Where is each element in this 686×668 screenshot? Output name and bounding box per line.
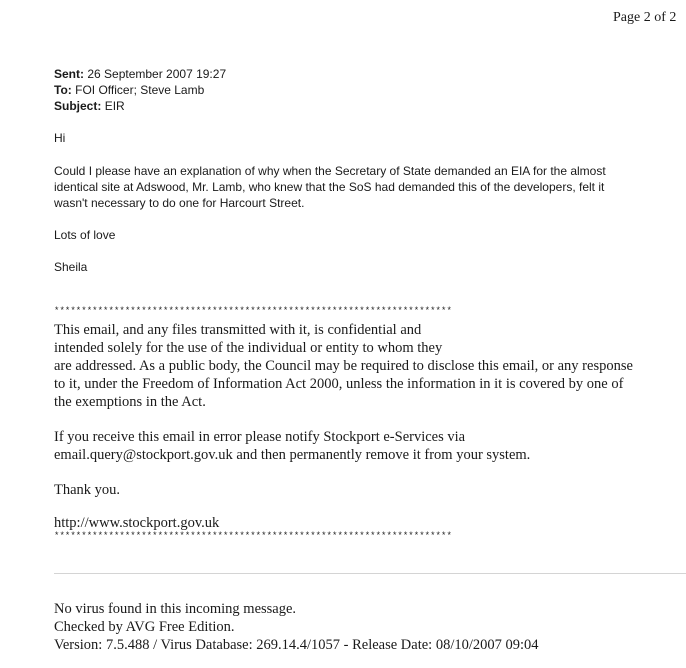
sent-label: Sent: [54,67,84,81]
virus-line-2: Checked by AVG Free Edition. [54,619,235,635]
disclaimer-line-1: This email, and any files transmitted with it, is confidential and [54,322,422,338]
stars-divider-top: ************************************************************************* [54,306,452,316]
error-notice-text: email.query@stockport.gov.uk and then permanently remove it from your system. [54,447,531,463]
disclaimer-line-2: intended solely for the use of the individual or entity to whom they [54,340,443,356]
stars-divider-bottom: ************************************************************************* [54,531,452,541]
disclaimer-line-5: the exemptions in the Act. [54,394,206,410]
disclaimer-line-3: are addressed. As a public body, the Council may be required to disclose this email, or any response [54,358,633,374]
to-value: FOI Officer; Steve Lamb [75,83,205,97]
greeting: Hi [54,131,66,145]
body-paragraph-line-3: wasn't necessary to do one for Harcourt Street. [54,196,305,210]
subject-row [54,99,125,113]
signature: Sheila [54,260,88,274]
error-notice-line-1: If you receive this email in error please notify Stockport e-Services via [54,429,466,445]
body-paragraph-line-1: Could I please have an explanation of why when the Secretary of State demanded an EIA for the almost [54,164,606,178]
subject-value: EIR [104,99,125,113]
to-row [54,83,204,97]
to-label: To: [54,83,72,97]
body-paragraph-line-2: identical site at Adswood, Mr. Lamb, who knew that the SoS had demanded this of the developers, felt it [54,180,605,194]
virus-line-1: No virus found in this incoming message. [54,601,297,617]
sent-row [54,67,226,81]
disclaimer-line-4: to it, under the Freedom of Information Act 2000, unless the information in it is covered by one of [54,376,624,392]
council-url: http://www.stockport.gov.uk [54,515,220,531]
page-number: Page 2 of 2 [613,10,677,25]
error-notice-line-2 [54,447,530,464]
subject-label: Subject: [54,99,102,113]
closing: Lots of love [54,228,116,242]
horizontal-rule [54,573,686,574]
virus-line-3: Version: 7.5.488 / Virus Database: 269.14.4/1057 - Release Date: 08/10/2007 09:04 [54,637,539,653]
sent-value: 26 September 2007 19:27 [87,67,227,81]
thank-you: Thank you. [54,482,121,498]
